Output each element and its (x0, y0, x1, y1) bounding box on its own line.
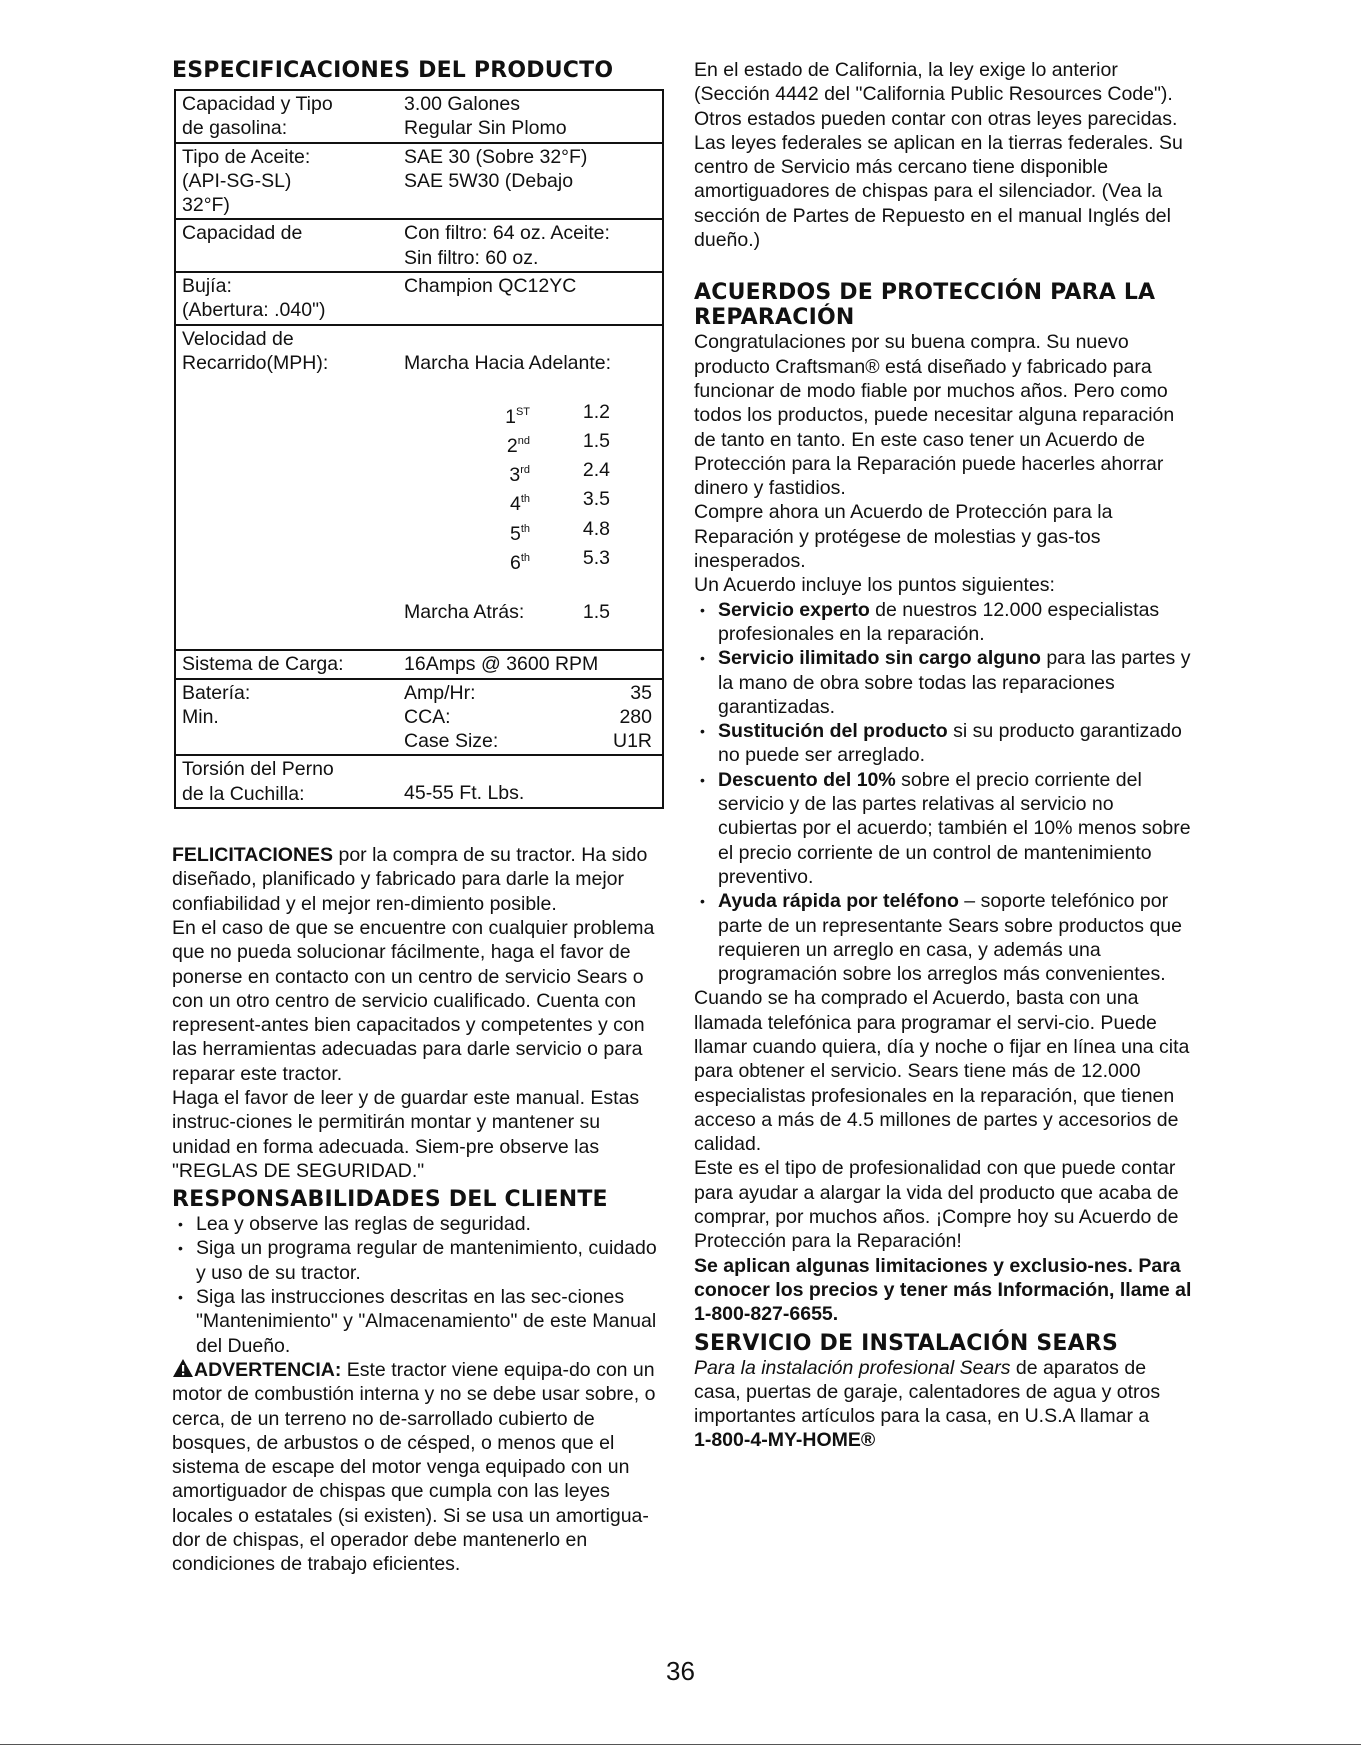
congrats-text: por la compra de su tractor. Ha sido diseñado, planificado y fabricado para darle la mejor confiabilidad y el mejor ren-dimiento posible. (172, 844, 648, 915)
battery-key: Case Size: (404, 730, 499, 753)
gear-ordinal: 5th (509, 522, 530, 545)
page-number: 36 (666, 1656, 695, 1686)
service-paragraph: En el caso de que se encuentre con cualquier problema que no pueda solucionar fácilmente, haga el favor de ponerse en contacto con un centro de servicio Sears o con un otro centro de servicio cualificado. Cuenta con represent-antes bien capacitados y competentes y con las herramientas adecuadas para darle servicio o para reparar este tractor. (172, 916, 655, 1085)
spec-value: 16Amps @ 3600 RPM (404, 653, 599, 676)
responsibilities-title: RESPONSABILIDADES DEL CLIENTE (172, 1187, 608, 1213)
spec-row-charging (176, 651, 662, 679)
gear-ordinal: 1ST (505, 405, 530, 428)
installation-italic: Para la instalación profesional Sears (694, 1356, 1011, 1379)
gear-speed: 3.5 (582, 488, 610, 511)
battery-line (404, 729, 658, 753)
list-item-text: sobre el precio corriente del servicio y de las partes relativas al servicio no cubiertas por el acuerdo; también el 10% menos sobre el precio corriente de un control de mantenimiento preventivo. (718, 768, 1191, 888)
installation-paragraph (694, 1356, 1194, 1429)
congrats-paragraph (172, 843, 662, 916)
spec-row-battery (176, 680, 662, 757)
gear-speed: 2.4 (582, 459, 610, 482)
reverse-label: Marcha Atrás: (404, 600, 525, 623)
gear-line (404, 517, 658, 546)
spec-value: SAE 30 (Sobre 32°F) SAE 5W30 (Debajo (404, 145, 588, 192)
reverse-line (404, 600, 658, 624)
protection-professional: Este es el tipo de profesionalidad con que puede contar para ayudar a alargar la vida del producto que acaba de comprar, por muchos años. ¡Compre hoy su Acuerdo de Protección para la Reparación! (694, 1157, 1179, 1253)
spec-title: ESPECIFICACIONES DEL PRODUCTO (172, 58, 614, 83)
spec-value: Con filtro: 64 oz. Aceite: Sin filtro: 60 oz. (404, 222, 610, 269)
list-item-bold: Descuento del 10% (718, 768, 896, 791)
battery-line (404, 705, 658, 729)
spec-value: 45-55 Ft. Lbs. (404, 782, 525, 805)
list-item: • Siga las instrucciones descritas en las sec-ciones "Mantenimiento" y "Almacenamiento" de este Manual del Dueño. (172, 1285, 662, 1358)
list-item-bold: Servicio ilimitado sin cargo alguno (718, 647, 1041, 670)
list-item-bold: Servicio experto (718, 598, 870, 621)
responsibilities-list (172, 1212, 662, 1358)
spec-row-oil-capacity (176, 220, 662, 273)
spec-row-spark-plug (176, 273, 662, 326)
warning-triangle-icon (172, 1358, 194, 1378)
protection-call: Cuando se ha comprado el Acuerdo, basta con una llamada telefónica para programar el servi-cio. Puede llamar cuando quiera, día y noche o fijar en línea una cita para obtener el servicio. Sears tiene más de 12.000 especialistas profesionales en la reparación, que tienen acceso a más de 4.5 millones de partes y accesorios de calidad. (694, 987, 1190, 1156)
list-item-text: – soporte telefónico por parte de un representante Sears sobre productos que requieren un arreglo en casa, y además una programación sobre los arreglos más convenientes. (718, 890, 1182, 986)
battery-value: 35 (630, 681, 652, 704)
spec-label: Torsión del Perno de la Cuchilla: (182, 758, 334, 805)
gear-ordinal: 4th (509, 493, 530, 516)
warning-text: Este tractor viene equipa-do con un motor de combustión interna y no se debe usar sobre, o cerca, de un terreno no de-sarrollado cubierto de bosques, de arbustos o de césped, o menos que el sistema de escape del motor venga equipado con un amortiguador de chispas que cumpla con las leyes locales o estatales (si existen). Si se usa un amortigua-dor de chispas, el operador debe mantenerlo en condiciones de trabajo eficientes. (172, 1358, 656, 1576)
protection-intro: Congratulaciones por su buena compra. Su nuevo producto Craftsman® está diseñado y fabricado para funcionar de modo fiable por muchos años. Pero como todos los productos, puede necesitar alguna reparación de tanto en tanto. En este caso tener un Acuerdo de Protección para la Reparación puede hacerles ahorrar dinero y fastidios. (694, 331, 1175, 500)
installation-text: de aparatos de casa, puertas de garaje, calentadores de agua y otros importantes artículos para la casa, en U.S.A llamar a (694, 1356, 1161, 1428)
list-item (694, 768, 1194, 889)
gear-line (404, 487, 658, 516)
gear-speed: 1.2 (582, 400, 610, 423)
right-column (694, 58, 1194, 1453)
california-paragraph: En el estado de California, la ley exige lo anterior (Sección 4442 del "California Public Resources Code"). Otros estados pueden contar con otras leyes parecidas. Las leyes federales se aplican en la tierras federales. Su centro de Servicio más cercano tiene disponible amortiguadores de chispas para el silenciador. (Vea la sección de Partes de Repuesto en el manual Inglés del dueño.) (694, 59, 1183, 252)
list-item-bold: Sustitución del producto (718, 720, 948, 743)
spec-table (174, 89, 664, 809)
spec-label: Capacidad de (182, 222, 303, 245)
spec-row-oil-type (176, 144, 662, 221)
spec-value: 3.00 Galones Regular Sin Plomo (404, 93, 567, 140)
spec-label: Sistema de Carga: (182, 653, 344, 676)
gear-ordinal: 3rd (509, 464, 530, 487)
gear-line (404, 458, 658, 487)
gear-line (404, 400, 658, 429)
bottom-rule (0, 1744, 1361, 1745)
spec-row-speed (176, 326, 662, 652)
gear-speed: 4.8 (582, 517, 610, 540)
gear-list (404, 400, 658, 576)
list-item (694, 598, 1194, 647)
list-item (694, 719, 1194, 768)
spec-label: Capacidad y Tipo de gasolina: (182, 93, 333, 140)
warning-label: ADVERTENCIA: (194, 1358, 342, 1381)
protection-list (694, 598, 1194, 987)
protection-limits: Se aplican algunas limitaciones y exclusio-nes. Para conocer los precios y tener más Información, llame al 1-800-827-6655. (694, 1254, 1192, 1326)
reverse-speed: 1.5 (582, 600, 610, 623)
list-item: • Siga un programa regular de mantenimiento, cuidado y uso de su tractor. (172, 1236, 662, 1285)
forward-label: Marcha Hacia Adelante: (404, 351, 612, 374)
battery-key: Amp/Hr: (404, 681, 476, 704)
gear-ordinal: 2nd (506, 434, 530, 457)
spec-row-fuel (176, 91, 662, 144)
list-item (694, 646, 1194, 719)
gear-line (404, 429, 658, 458)
congrats-bold: FELICITACIONES (172, 844, 334, 867)
list-item-text: si su producto garantizado no puede ser arreglado. (718, 720, 1182, 767)
protection-title: ACUERDOS DE PROTECCIÓN PARA LA REPARACIÓN (694, 280, 1156, 331)
spec-label: Bujía: (Abertura: .040") (182, 275, 326, 322)
list-item-bold: Ayuda rápida por teléfono (718, 890, 959, 913)
list-item (694, 889, 1194, 986)
spec-value: Champion QC12YC (404, 275, 577, 298)
spec-label: Batería: Min. (182, 681, 251, 728)
gear-speed: 5.3 (582, 547, 610, 570)
gear-ordinal: 6th (509, 552, 530, 575)
battery-value: 280 (619, 705, 652, 728)
list-item-text: para las partes y la mano de obra sobre todas las reparaciones garantizadas. (718, 647, 1191, 718)
gear-line (404, 546, 658, 575)
left-column (172, 58, 662, 1577)
spec-value (404, 327, 658, 649)
warning-paragraph (172, 1358, 662, 1577)
protection-includes: Un Acuerdo incluye los puntos siguientes: (694, 574, 1055, 597)
list-item-text: de nuestros 12.000 especialistas profesionales en la reparación. (718, 598, 1160, 645)
spec-label: Tipo de Aceite: (API-SG-SL) 32°F) (182, 145, 311, 217)
battery-line (404, 681, 658, 705)
gear-speed: 1.5 (582, 429, 610, 452)
installation-title: SERVICIO DE INSTALACIÓN SEARS (694, 1330, 1119, 1356)
spec-label: Velocidad de Recarrido(MPH): (182, 327, 329, 374)
manual-paragraph: Haga el favor de leer y de guardar este manual. Estas instruc-ciones le permitirán montar y mantener su unidad en forma adecuada. Siem-pre observe las "REGLAS DE SEGURIDAD." (172, 1086, 640, 1182)
spec-value (404, 681, 658, 754)
spec-row-torque (176, 756, 662, 807)
list-item: • Lea y observe las reglas de seguridad. (172, 1212, 662, 1236)
battery-value: U1R (612, 730, 652, 753)
installation-phone: 1-800-4-MY-HOME® (694, 1429, 876, 1452)
protection-buy: Compre ahora un Acuerdo de Protección para la Reparación y protégese de molestias y gas-tos inesperados. (694, 501, 1113, 573)
battery-key: CCA: (404, 705, 451, 728)
